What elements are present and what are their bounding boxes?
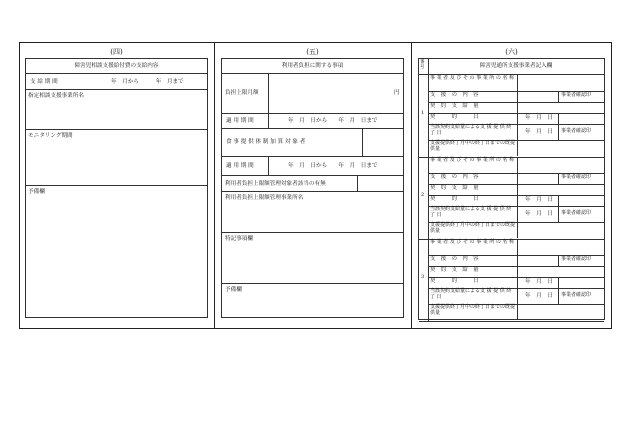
provider-group bbox=[419, 239, 604, 322]
confirm-stamp-label: 事業者確認印 bbox=[561, 174, 592, 180]
panel-6-header-row bbox=[419, 59, 604, 75]
meal-label: 食 事 提 供 体 制 加 算 対 象 者 bbox=[226, 139, 306, 145]
row-date-value: 年 月 日 bbox=[525, 129, 553, 135]
group-row bbox=[428, 239, 604, 256]
confirm-stamp-label: 事業者確認印 bbox=[561, 92, 592, 98]
panel-6-number: (六) bbox=[505, 48, 518, 56]
row-label: 契 約 支 給 量 bbox=[430, 103, 479, 109]
row-label: 支援提供終了月中の終了日までの既提供量 bbox=[430, 140, 516, 152]
mgmt-office-label: 利用者負担上限額管理事業所名 bbox=[225, 195, 304, 201]
row-date-value: 年 月 日 bbox=[525, 197, 553, 203]
panel-6-header: 障害児通所支援事業者記入欄 bbox=[479, 63, 553, 69]
panel-4-header-row bbox=[26, 59, 207, 74]
row-label: 契 約 日 bbox=[430, 196, 479, 202]
row-label: 当該契約支給量による支 援 提 供 終 了 日 bbox=[430, 124, 512, 136]
group-row bbox=[428, 288, 604, 305]
panel-5-header: 利用者負担に関する事項 bbox=[281, 63, 344, 69]
group-number: 1 bbox=[421, 110, 425, 116]
row-label: 契 約 支 給 量 bbox=[430, 185, 479, 191]
mgmt-label: 利用者負担上限額管理対象者該当の有無 bbox=[225, 181, 326, 187]
period2-value: 年 月 日から 年 月 日まで bbox=[288, 163, 378, 169]
group-row bbox=[428, 75, 604, 92]
panel-4-monitoring-row bbox=[26, 130, 207, 186]
row-label: 支 援 の 内 容 bbox=[430, 256, 479, 262]
panel-4-table bbox=[25, 58, 208, 318]
cap-row bbox=[222, 74, 403, 114]
group-row bbox=[428, 140, 604, 156]
group-row bbox=[428, 206, 604, 223]
mgmt-row bbox=[222, 176, 403, 192]
row-label: 支 援 の 内 容 bbox=[430, 174, 479, 180]
period-value: 年 月 日から 年 月 日まで bbox=[288, 118, 378, 124]
provider-group bbox=[419, 157, 604, 240]
row-label: 事 業 者 及 び そ の 事 業 所 の 名 称 bbox=[430, 157, 515, 163]
meal-row bbox=[222, 129, 403, 157]
special-label: 特記事項欄 bbox=[225, 236, 253, 242]
panel-4-notes-row bbox=[26, 186, 207, 317]
group-number: 3 bbox=[421, 274, 425, 280]
notes-label: 予備欄 bbox=[225, 287, 242, 293]
notes-label: 予備欄 bbox=[28, 189, 45, 195]
cap-label: 負担上限月額 bbox=[225, 90, 259, 96]
row-label: 契 約 日 bbox=[430, 278, 479, 284]
panel-5-table bbox=[221, 58, 404, 318]
panel-divider bbox=[214, 42, 215, 329]
period-label: 支 給 期 間 bbox=[30, 79, 58, 85]
side-header: 番号 bbox=[420, 60, 425, 70]
group-row bbox=[428, 157, 604, 174]
cap-unit: 円 bbox=[394, 90, 400, 96]
panel-5-header-row bbox=[222, 59, 403, 74]
group-number: 2 bbox=[421, 192, 425, 198]
row-date-value: 年 月 日 bbox=[525, 279, 553, 285]
confirm-stamp-label: 事業者確認印 bbox=[561, 256, 592, 262]
confirm-stamp-label: 事業者確認印 bbox=[561, 210, 592, 216]
row-label: 事 業 者 及 び そ の 事 業 所 の 名 称 bbox=[430, 75, 515, 81]
period2-label: 適 用 期 間 bbox=[226, 163, 254, 169]
confirm-stamp-label: 事業者確認印 bbox=[561, 292, 592, 298]
monitoring-label: モニタリング期間 bbox=[28, 133, 73, 139]
group-row bbox=[428, 124, 604, 141]
panel-4-period-row bbox=[26, 74, 207, 90]
period-row bbox=[222, 114, 403, 129]
special-row bbox=[222, 233, 403, 284]
row-label: 支援提供終了月中の終了日までの既提供量 bbox=[430, 304, 516, 316]
period-value: 年 月から 年 月まで bbox=[111, 79, 184, 85]
panel-6-table bbox=[418, 58, 605, 320]
period2-row bbox=[222, 157, 403, 176]
panel-4-header: 障害児相談支援給付費の支給内容 bbox=[74, 63, 159, 69]
confirm-stamp-label: 事業者確認印 bbox=[561, 128, 592, 134]
panel-4-office-row bbox=[26, 90, 207, 130]
row-label: 当該契約支給量による支 援 提 供 終 了 日 bbox=[430, 288, 512, 300]
group-row bbox=[428, 304, 604, 320]
row-date-value: 年 月 日 bbox=[525, 293, 553, 299]
row-label: 契 約 日 bbox=[430, 114, 479, 120]
provider-group bbox=[419, 75, 604, 158]
row-label: 支 援 の 内 容 bbox=[430, 92, 479, 98]
panel-5-number: (五) bbox=[306, 48, 319, 56]
row-label: 事 業 者 及 び そ の 事 業 所 の 名 称 bbox=[430, 239, 515, 245]
row-label: 契 約 支 給 量 bbox=[430, 267, 479, 273]
panel-4-number: (四) bbox=[110, 48, 123, 56]
row-label: 支援提供終了月中の終了日までの既提供量 bbox=[430, 222, 516, 234]
period-label: 適 用 期 間 bbox=[226, 118, 254, 124]
mgmt-office-row bbox=[222, 192, 403, 233]
row-label: 当該契約支給量による支 援 提 供 終 了 日 bbox=[430, 206, 512, 218]
notes-row bbox=[222, 284, 403, 317]
office-label: 指定相談支援事業所名 bbox=[28, 93, 84, 99]
row-date-value: 年 月 日 bbox=[525, 115, 553, 121]
group-row bbox=[428, 222, 604, 238]
panel-divider bbox=[411, 42, 412, 329]
row-date-value: 年 月 日 bbox=[525, 211, 553, 217]
